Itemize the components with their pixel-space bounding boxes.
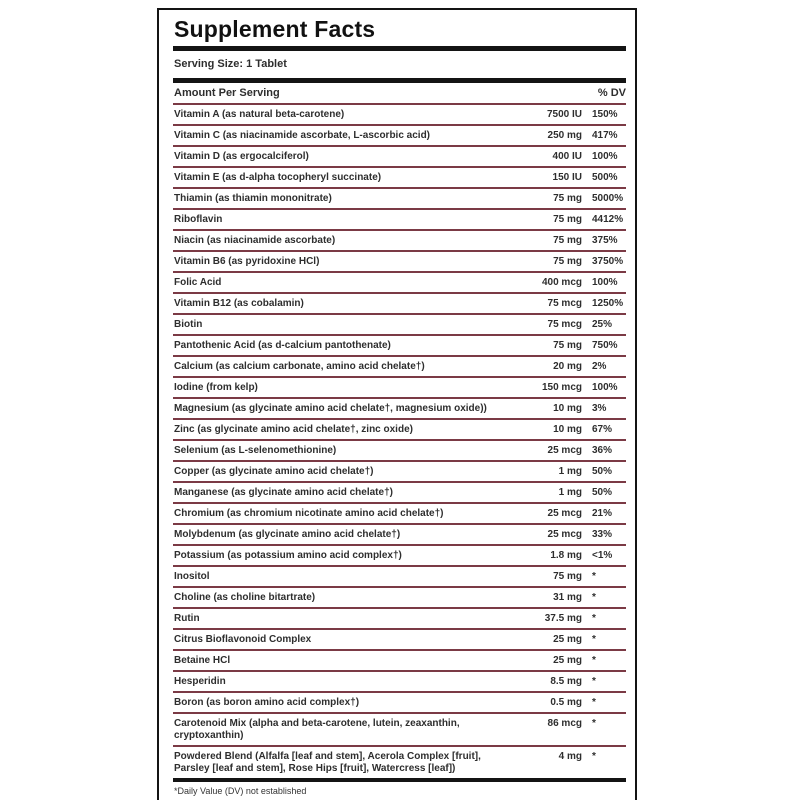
table-row — [173, 504, 626, 525]
ingredient-dv: * — [592, 592, 596, 603]
ingredient-amount: 75 mg — [553, 571, 582, 582]
ingredient-amount: 75 mg — [553, 214, 582, 225]
ingredient-amount: 37.5 mg — [544, 613, 582, 624]
ingredient-dv: 67% — [592, 424, 613, 435]
ingredient-name: Hesperidin — [174, 676, 226, 687]
ingredient-amount: 10 mg — [553, 424, 582, 435]
ingredient-amount: 400 mcg — [541, 277, 582, 288]
ingredient-name: Selenium (as L-selenomethionine) — [174, 445, 337, 456]
table-row — [173, 189, 626, 210]
column-header-amount-per-serving: Amount Per Serving — [174, 87, 280, 99]
ingredient-amount: 75 mg — [553, 256, 582, 267]
ingredient-dv: 100% — [592, 382, 618, 393]
ingredient-name: Carotenoid Mix (alpha and beta-carotene, lutein, zeaxanthin, cryptoxanthin) — [174, 718, 460, 741]
ingredient-dv: 5000% — [592, 193, 624, 204]
ingredient-dv: 417% — [592, 130, 618, 141]
ingredient-name: Vitamin C (as niacinamide ascorbate, L-ascorbic acid) — [174, 130, 431, 141]
ingredient-name: Vitamin B12 (as cobalamin) — [174, 298, 304, 309]
ingredient-dv: 36% — [592, 445, 613, 456]
ingredient-dv: * — [592, 718, 596, 729]
ingredient-amount: 400 IU — [552, 151, 582, 162]
ingredient-name: Inositol — [174, 571, 210, 582]
table-row — [173, 420, 626, 441]
ingredient-dv: 2% — [592, 361, 607, 372]
ingredient-dv: * — [592, 571, 596, 582]
ingredient-dv: * — [592, 751, 596, 762]
ingredient-amount: 1 mg — [558, 466, 582, 477]
table-row — [173, 546, 626, 567]
ingredient-dv: 25% — [592, 319, 613, 330]
ingredient-dv: 33% — [592, 529, 613, 540]
table-row — [173, 693, 626, 714]
ingredient-name: Manganese (as glycinate amino acid chelate†) — [174, 487, 393, 498]
ingredient-dv: 3750% — [592, 256, 624, 267]
ingredient-name: Vitamin D (as ergocalciferol) — [174, 151, 309, 162]
table-row — [173, 588, 626, 609]
ingredient-amount: 1 mg — [558, 487, 582, 498]
ingredient-amount: 25 mcg — [547, 529, 582, 540]
ingredient-name: Magnesium (as glycinate amino acid chelate†, magnesium oxide)) — [174, 403, 487, 414]
table-row — [173, 441, 626, 462]
ingredient-dv: 100% — [592, 151, 618, 162]
table-row — [173, 609, 626, 630]
table-row — [173, 378, 626, 399]
ingredient-amount: 86 mcg — [547, 718, 582, 729]
table-row — [173, 294, 626, 315]
ingredient-name: Vitamin A (as natural beta-carotene) — [174, 109, 345, 120]
ingredient-dv: * — [592, 634, 596, 645]
ingredient-amount: 1.8 mg — [550, 550, 582, 561]
ingredient-name: Calcium (as calcium carbonate, amino acid chelate†) — [174, 361, 425, 372]
ingredient-amount: 10 mg — [553, 403, 582, 414]
table-row — [173, 168, 626, 189]
ingredient-amount: 31 mg — [553, 592, 582, 603]
ingredient-amount: 25 mcg — [547, 445, 582, 456]
ingredient-amount: 25 mcg — [547, 508, 582, 519]
ingredient-amount: 75 mcg — [547, 298, 582, 309]
ingredient-dv: 50% — [592, 487, 613, 498]
ingredient-amount: 25 mg — [553, 655, 582, 666]
ingredient-name: Chromium (as chromium nicotinate amino acid chelate†) — [174, 508, 444, 519]
ingredient-name: Thiamin (as thiamin mononitrate) — [174, 193, 332, 204]
ingredient-dv: 3% — [592, 403, 607, 414]
ingredient-name: Pantothenic Acid (as d-calcium pantothenate) — [174, 340, 391, 351]
table-row — [173, 357, 626, 378]
page-title: Supplement Facts — [174, 16, 376, 42]
table-row — [173, 126, 626, 147]
ingredient-name: Molybdenum (as glycinate amino acid chelate†) — [174, 529, 401, 540]
table-row — [173, 483, 626, 504]
table-row — [173, 336, 626, 357]
ingredient-name: Vitamin E (as d-alpha tocopheryl succinate) — [174, 172, 382, 183]
ingredient-amount: 7500 IU — [546, 109, 582, 120]
ingredient-dv: 50% — [592, 466, 613, 477]
ingredient-dv: * — [592, 613, 596, 624]
ingredient-amount: 150 IU — [552, 172, 582, 183]
ingredient-dv: <1% — [592, 550, 613, 561]
ingredient-name: Vitamin B6 (as pyridoxine HCl) — [174, 256, 320, 267]
ingredient-dv: 500% — [592, 172, 618, 183]
table-row — [173, 315, 626, 336]
table-row — [173, 231, 626, 252]
ingredient-name: Folic Acid — [174, 277, 222, 288]
ingredient-dv: 21% — [592, 508, 613, 519]
table-row — [173, 567, 626, 588]
ingredient-amount: 150 mcg — [541, 382, 582, 393]
ingredient-amount: 75 mg — [553, 340, 582, 351]
ingredient-name: Riboflavin — [174, 214, 223, 225]
table-column-header — [173, 83, 626, 105]
ingredient-amount: 0.5 mg — [550, 697, 582, 708]
ingredient-name: Powdered Blend (Alfalfa [leaf and stem], Acerola Complex [fruit], Parsley [leaf and stem], Rose Hips [fruit], Watercress [leaf]) — [174, 751, 481, 774]
ingredient-name: Potassium (as potassium amino acid complex†) — [174, 550, 402, 561]
ingredient-name: Biotin — [174, 319, 203, 330]
table-row — [173, 651, 626, 672]
table-row — [173, 273, 626, 294]
ingredient-name: Betaine HCl — [174, 655, 231, 666]
ingredient-amount: 75 mg — [553, 235, 582, 246]
table-row — [173, 525, 626, 546]
ingredient-dv: 750% — [592, 340, 618, 351]
ingredient-name: Choline (as choline bitartrate) — [174, 592, 316, 603]
ingredient-amount: 8.5 mg — [550, 676, 582, 687]
table-row — [173, 462, 626, 483]
ingredient-dv: 375% — [592, 235, 618, 246]
table-row — [173, 210, 626, 231]
facts-rows — [173, 105, 626, 778]
ingredient-name: Boron (as boron amino acid complex†) — [174, 697, 360, 708]
ingredient-dv: * — [592, 697, 596, 708]
ingredient-name: Iodine (from kelp) — [174, 382, 258, 393]
ingredient-name: Zinc (as glycinate amino acid chelate†, zinc oxide) — [174, 424, 413, 435]
ingredient-amount: 20 mg — [553, 361, 582, 372]
table-row — [173, 399, 626, 420]
ingredient-amount: 250 mg — [547, 130, 582, 141]
ingredient-name: Citrus Bioflavonoid Complex — [174, 634, 312, 645]
footnote: *Daily Value (DV) not established — [174, 786, 307, 796]
ingredient-name: Rutin — [174, 613, 200, 624]
table-row — [173, 105, 626, 126]
ingredient-dv: 4412% — [592, 214, 624, 225]
supplement-facts-label — [157, 8, 637, 800]
serving-size: Serving Size: 1 Tablet — [174, 58, 287, 70]
table-row — [173, 630, 626, 651]
ingredient-dv: 100% — [592, 277, 618, 288]
ingredient-dv: * — [592, 676, 596, 687]
ingredient-dv: * — [592, 655, 596, 666]
ingredient-name: Niacin (as niacinamide ascorbate) — [174, 235, 336, 246]
ingredient-name: Copper (as glycinate amino acid chelate†) — [174, 466, 374, 477]
ingredient-amount: 75 mcg — [547, 319, 582, 330]
ingredient-amount: 75 mg — [553, 193, 582, 204]
table-row — [173, 747, 626, 778]
table-row — [173, 252, 626, 273]
table-row — [173, 672, 626, 693]
ingredient-dv: 150% — [592, 109, 618, 120]
table-row — [173, 714, 626, 747]
ingredient-amount: 25 mg — [553, 634, 582, 645]
ingredient-amount: 4 mg — [558, 751, 582, 762]
ingredient-dv: 1250% — [592, 298, 624, 309]
column-header-dv: % DV — [597, 87, 626, 99]
table-row — [173, 147, 626, 168]
